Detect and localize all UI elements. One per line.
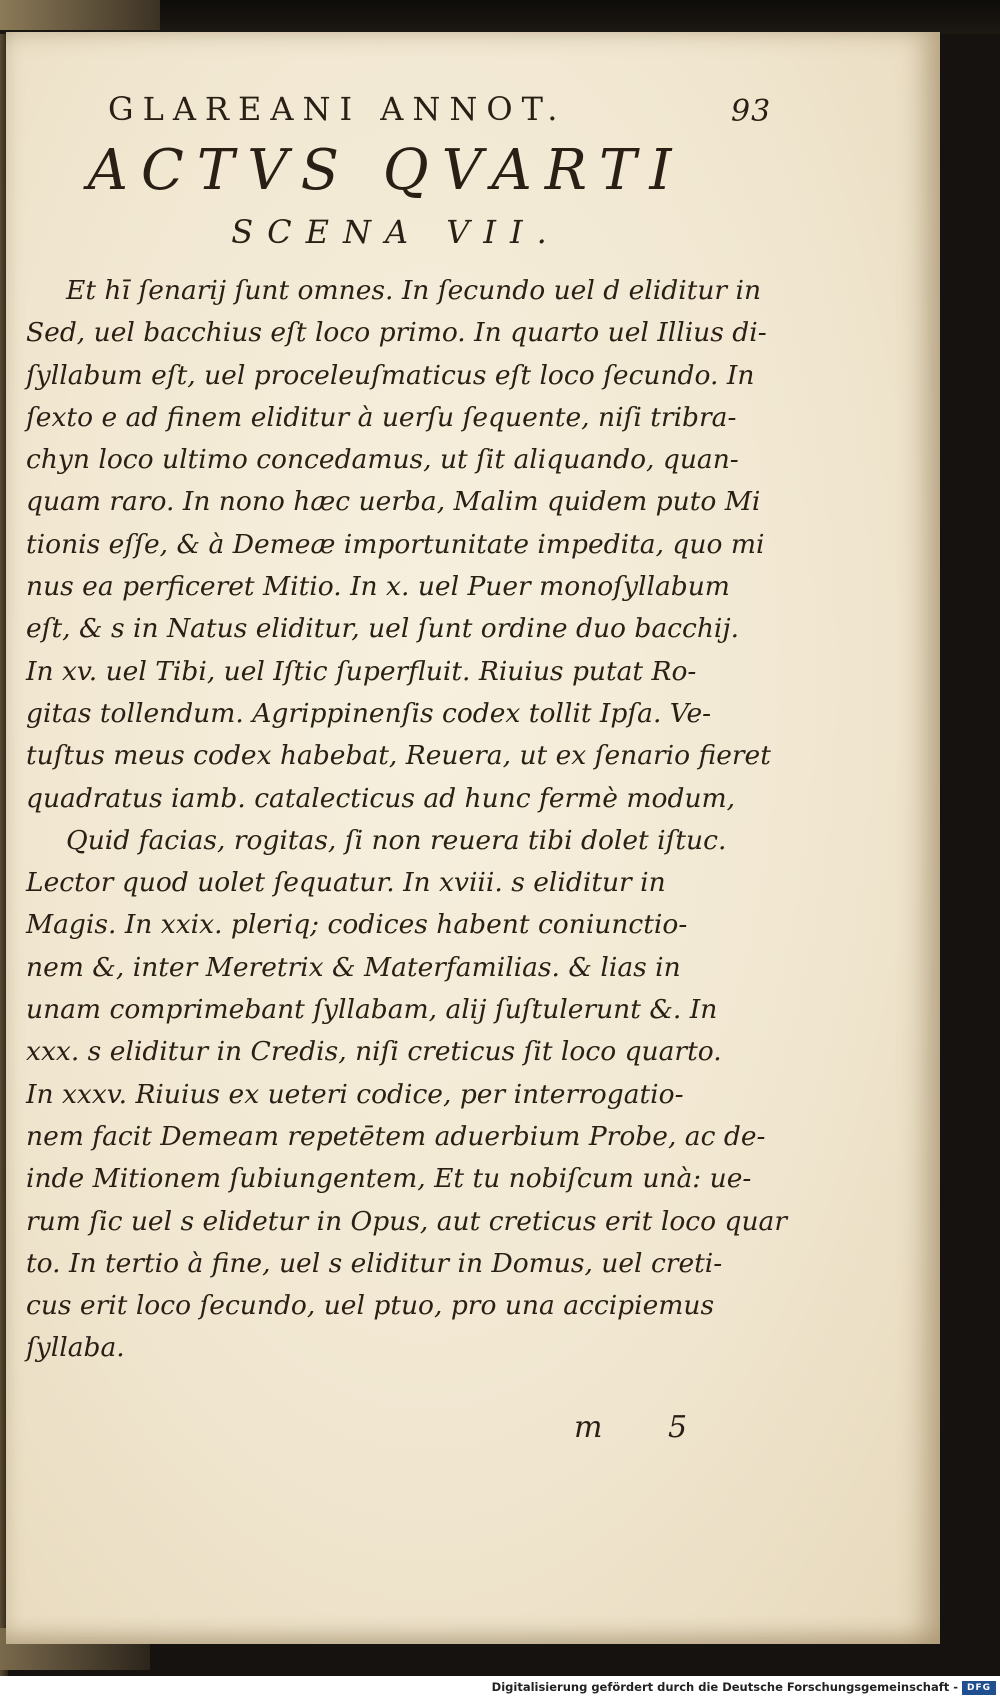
- act-title: ACTVS QVARTI: [87, 138, 685, 203]
- credit-text: Digitalisierung gefördert durch die Deutsche Forschungsgemeinschaft -: [491, 1680, 958, 1694]
- text-line: chyn loco ultimo concedamus, ut ſit aliquando, quan-: [26, 444, 739, 476]
- page-content: [26, 88, 787, 1445]
- text-line: tionis eſſe, & à Demeæ importunitate impedita, quo mi: [26, 528, 765, 560]
- text-line: Magis. In xxix. pleriq; codices habent coniunctio-: [26, 909, 688, 941]
- text-line: quadratus iamb. catalecticus ad hunc fermè modum,: [26, 782, 736, 814]
- text-line: gitas tollendum. Agrippinenſis codex tollit Ipſa. Ve-: [26, 697, 712, 729]
- text-line: nem facit Demeam repetētem aduerbium Probe, ac de-: [26, 1120, 766, 1152]
- text-line: Sed, uel bacchius eſt loco primo. In quarto uel Illius di-: [26, 317, 767, 349]
- text-line: ſyllabum eſt, uel proceleuſmaticus eſt loco ſecundo. In: [26, 359, 755, 391]
- text-line: nem &, inter Meretrix & Materfamilias. & lias in: [26, 951, 681, 983]
- digitization-credit-bar: [0, 1676, 1000, 1700]
- dfg-logo-icon: DFG: [962, 1681, 996, 1695]
- running-head: [26, 88, 772, 138]
- text-line: inde Mitionem ſubiungentem, Et tu nobiſcum unà: ue-: [26, 1163, 752, 1195]
- text-line: nus ea perficeret Mitio. In x. uel Puer monoſyllabum: [26, 571, 730, 603]
- text-line: eſt, & s in Natus eliditur, uel ſunt ordine duo bacchij.: [26, 613, 740, 645]
- text-line: ſexto e ad finem eliditur à uerſu ſequente, niſi tribra-: [26, 401, 737, 433]
- text-line: unam comprimebant ſyllabam, alij ſuſtulerunt &. In: [26, 994, 718, 1026]
- text-line: Lector quod uolet ſequatur. In xviii. s eliditur in: [26, 867, 666, 899]
- running-title: GLAREANI ANNOT.: [108, 90, 567, 128]
- book-page: [6, 32, 940, 1644]
- text-line: rum ſic uel s elidetur in Opus, aut creticus erit loco quar: [26, 1205, 787, 1237]
- text-line: xxx. s eliditur in Credis, niſi creticus ſit loco quarto.: [26, 1036, 722, 1068]
- page-number: 93: [731, 94, 772, 129]
- scene-title: SCENA VII.: [231, 213, 561, 251]
- text-line: cus erit loco ſecundo, uel ptuo, pro una accipiemus: [26, 1290, 715, 1322]
- text-line: to. In tertio à fine, uel s eliditur in Domus, uel creti-: [26, 1247, 723, 1279]
- text-line: ſyllaba.: [26, 1332, 125, 1364]
- catchword-signature: m 5: [574, 1410, 716, 1445]
- text-line: In xv. uel Tibi, uel Iſtic ſuperfluit. Riuius putat Ro-: [26, 655, 697, 687]
- text-line: quam raro. In nono hæc uerba, Malim quidem puto Mi: [26, 486, 761, 518]
- commentary-text: [26, 270, 787, 1370]
- scan-top-left-paper: [0, 0, 160, 30]
- text-line: In xxxv. Riuius ex ueteri codice, per interrogatio-: [26, 1078, 684, 1110]
- verse-quotation: Quid facias, rogitas, ſi non reuera tibi dolet iſtuc.: [66, 824, 727, 856]
- text-line: tuſtus meus codex habebat, Reuera, ut ex ſenario fieret: [26, 740, 771, 772]
- text-line: Et hī ſenarij ſunt omnes. In ſecundo uel d eliditur in: [66, 275, 762, 306]
